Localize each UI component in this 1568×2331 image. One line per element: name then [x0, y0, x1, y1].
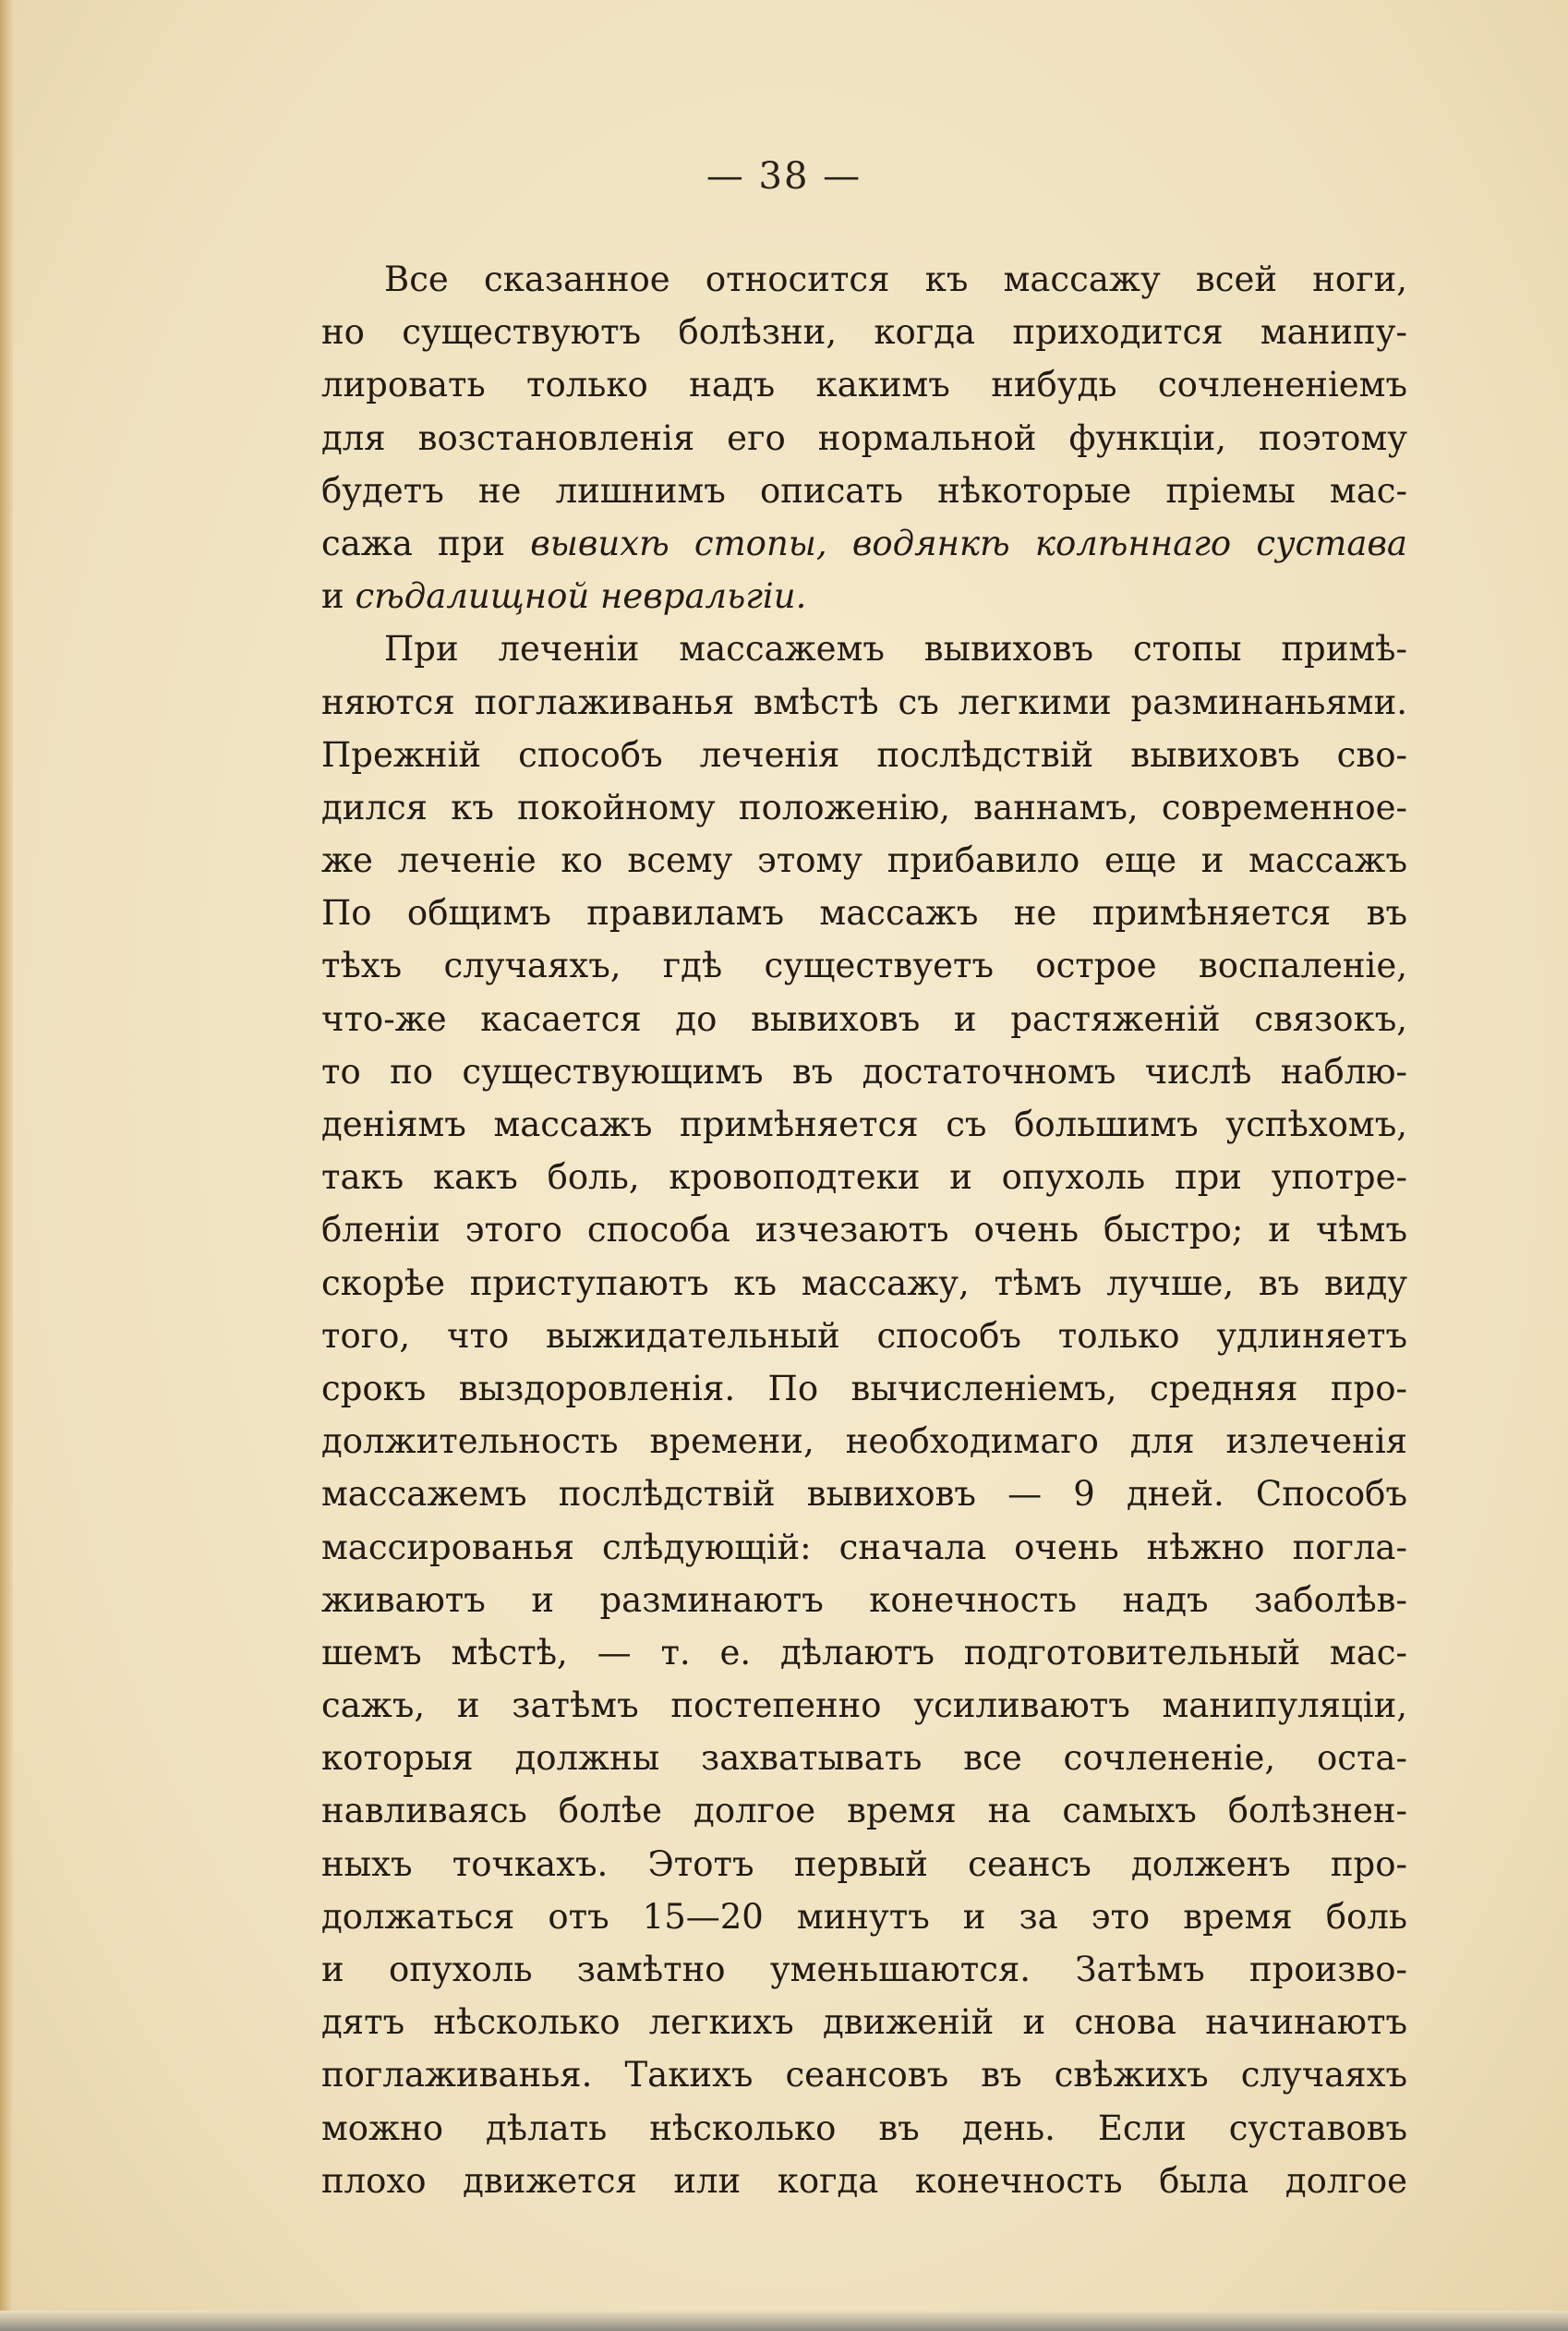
text-line: деніямъ массажъ примѣняется съ большимъ успѣхомъ, [321, 1105, 1407, 1144]
text-line: то по существующимъ въ достаточномъ числѣ наблю- [321, 1051, 1407, 1092]
text-line: лировать только надъ какимъ нибудь сочлененіемъ [321, 365, 1407, 405]
text-line: скорѣе приступаютъ къ массажу, тѣмъ лучше, въ виду [321, 1262, 1407, 1303]
text-line: живаютъ и разминаютъ конечность надъ заболѣв- [321, 1579, 1407, 1620]
text-line: тѣхъ случаяхъ, гдѣ существуетъ острое воспаленіе, [321, 946, 1407, 986]
text-line: для возстановленія его нормальной функціи, поэтому [321, 417, 1407, 458]
text-line: При леченіи массажемъ вывиховъ стопы примѣ- [384, 629, 1407, 670]
italic-emphasis: вывихѣ стопы, водянкѣ колѣннаго сустава [530, 523, 1407, 563]
text-line: но существуютъ болѣзни, когда приходится манипу- [321, 312, 1407, 353]
text-line: навливаясь болѣе долгое время на самыхъ болѣзнен- [321, 1791, 1407, 1831]
text-line: срокъ выздоровленія. По вычисленіемъ, средняя про- [321, 1368, 1407, 1408]
text-line: По общимъ правиламъ массажъ не примѣняется въ [321, 893, 1407, 934]
text-line: массированья слѣдующій: сначала очень нѣжно погла- [321, 1527, 1407, 1567]
text-line: такъ какъ боль, кровоподтеки и опухоль при употре- [321, 1157, 1407, 1198]
text-line: Все сказанное относится къ массажу всей ноги, [384, 260, 1407, 299]
text-line: Прежній способъ леченія послѣдствій вывиховъ сво- [321, 734, 1407, 775]
text-line-regular: сажа при [321, 523, 506, 563]
page-left-edge [0, 0, 13, 2331]
text-line: что-же касается до вывиховъ и растяженій связокъ, [321, 998, 1407, 1039]
text-line: должаться отъ 15—20 минутъ и за это время боль [321, 1896, 1407, 1937]
text-line: дятъ нѣсколько легкихъ движеній и снова начинаютъ [321, 2002, 1407, 2043]
text-line: дился къ покойному положенію, ваннамъ, современное- [321, 787, 1407, 827]
text-line: должительность времени, необходимаго для излеченія [321, 1421, 1407, 1462]
text-line: массажемъ послѣдствій вывиховъ — 9 дней. Способъ [321, 1474, 1407, 1515]
text-line: плохо движется или когда конечность была долгое [321, 2160, 1407, 2201]
text-line: ныхъ точкахъ. Этотъ первый сеансъ долженъ про- [321, 1843, 1407, 1884]
text-line: же леченіе ко всему этому прибавило еще и массажъ [321, 840, 1407, 881]
text-line: шемъ мѣстѣ, — т. е. дѣлаютъ подготовительный мас- [321, 1632, 1407, 1673]
text-line: няются поглаживанья вмѣстѣ съ легкими разминаньями. [321, 682, 1407, 722]
text-line: бленіи этого способа изчезаютъ очень быстро; и чѣмъ [321, 1210, 1407, 1250]
page-bottom-edge [0, 2311, 1568, 2331]
text-line [321, 517, 1407, 570]
text-line [321, 570, 1407, 622]
italic-emphasis: сѣдалищной невральгіи. [355, 576, 807, 617]
text-line: сажъ, и затѣмъ постепенно усиливаютъ манипуляціи, [321, 1685, 1407, 1726]
text-line: можно дѣлать нѣсколько въ день. Если суставовъ [321, 2108, 1407, 2148]
text-line: которыя должны захватывать все сочлененіе, оста- [321, 1738, 1407, 1779]
text-line: поглаживанья. Такихъ сеансовъ въ свѣжихъ случаяхъ [321, 2055, 1407, 2095]
text-line: того, что выжидательный способъ только удлиняетъ [321, 1315, 1407, 1356]
page-number: — 38 — [706, 155, 862, 198]
text-line: и опухоль замѣтно уменьшаются. Затѣмъ произво- [321, 1950, 1407, 1989]
text-line-regular: и [321, 576, 344, 617]
body-text [321, 253, 1407, 2207]
text-line: будетъ не лишнимъ описать нѣкоторые пріемы мас- [321, 470, 1407, 511]
